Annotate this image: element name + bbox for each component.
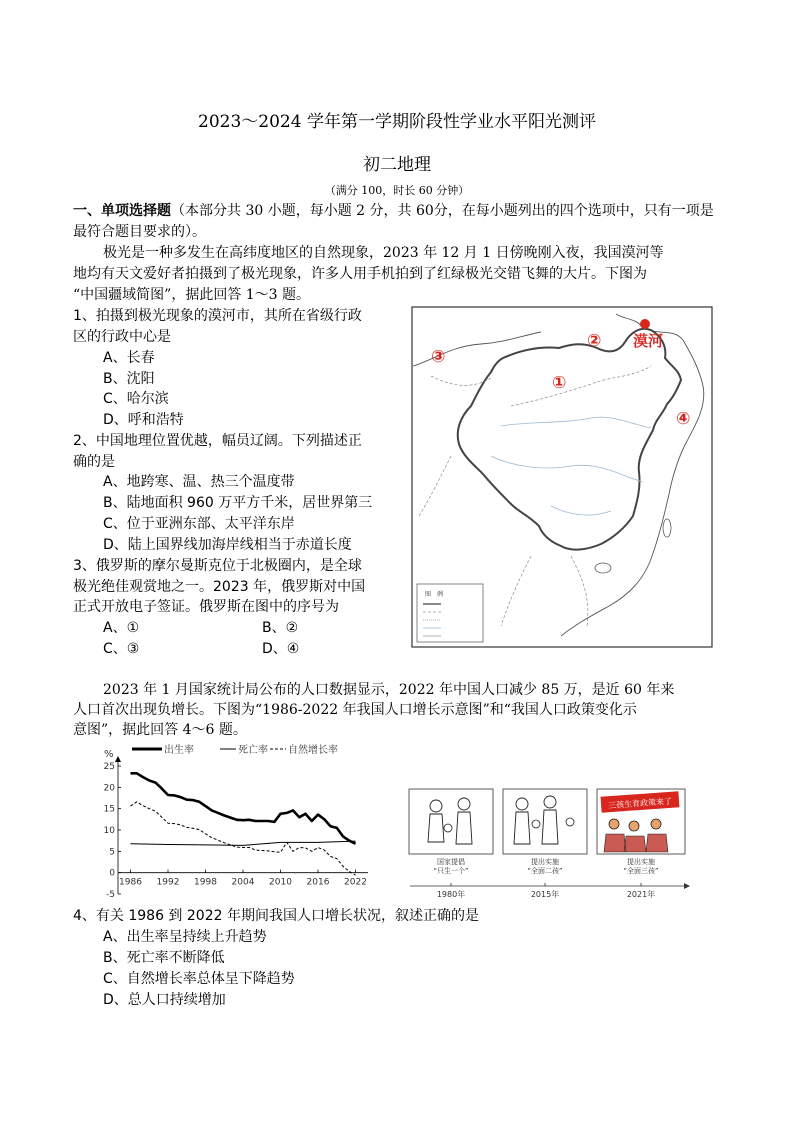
y-tick-label: 15 [103,804,115,815]
intro1-line2: 地均有天文爱好者拍摄到了极光现象，许多人用手机拍到了红绿极光交错飞舞的大片。下图为 [73,266,647,282]
china-map [411,306,713,648]
q3-stem-3: 正式开放电子签证。俄罗斯在图中的序号为 [73,599,339,615]
policy-panel-1 [409,789,493,854]
panel3-caption-1: 提出实施 [627,858,655,866]
q4-option-d[interactable]: D、总人口持续增加 [103,992,226,1008]
death-rate-line [131,841,356,845]
policy-cartoons [408,788,690,900]
q3-option-c[interactable]: C、③ [103,641,140,657]
marker-3: ③ [431,347,446,367]
q2-option-b[interactable]: B、陆地面积 960 万平方千米，居世界第三 [103,495,373,511]
q1-option-c[interactable]: C、哈尔滨 [103,391,169,407]
mohe-label: 漠河 [633,332,664,350]
x-tick-label: 2022 [344,877,367,888]
q4-option-b[interactable]: B、死亡率不断降低 [103,950,225,966]
intro1-line1: 极光是一种多发生在高纬度地区的自然现象，2023 年 12 月 1 日傍晚刚入夜，我国漠河等 [103,245,664,261]
q4-stem: 4、有关 1986 到 2022 年期间我国人口增长状况，叙述正确的是 [73,908,479,924]
x-tick-label: 1986 [119,877,142,888]
panel2-caption-1: 提出实施 [531,858,559,866]
q3-option-b[interactable]: B、② [262,620,299,636]
q4-option-a[interactable]: A、出生率呈持续上升趋势 [103,929,267,945]
panel2-caption-2: “全面二孩” [527,867,563,875]
timeline-arrow [684,883,690,889]
panel3-people-bodies [604,834,668,852]
marker-4: ④ [676,409,691,429]
q2-stem-2: 确的是 [73,454,115,470]
q2-option-d[interactable]: D、陆上国界线加海岸线相当于赤道长度 [103,537,352,553]
q1-stem-1: 1、拍摄到极光现象的漠河市，其所在省级行政 [73,308,362,324]
q2-option-c[interactable]: C、位于亚洲东部、太平洋东岸 [103,516,295,532]
legend-death-label: 死亡率 [238,745,268,756]
y-tick-label: 25 [103,762,115,772]
population-chart [100,740,400,900]
legend-title: 图 例 [425,591,444,598]
timeline-year-2: 2015年 [530,890,560,899]
x-tick-label: 2004 [231,877,255,888]
y-axis-arrow [115,756,121,762]
chart-ylabel: % [104,749,114,760]
mohe-dot [640,319,650,329]
panel1-caption-2: “只生一个” [433,867,469,875]
q3-stem-1: 3、俄罗斯的摩尔曼斯克位于北极圈内，是全球 [73,558,362,574]
q1-option-a[interactable]: A、长春 [103,350,155,366]
birth-rate-line [131,773,356,843]
panel3-person3 [651,819,661,829]
section-desc: （本部分共 30 小题，每小题 2 分，共 60分，在每小题列出的四个选项中，只有一项是 [171,203,714,219]
q1-stem-2: 区的行政中心是 [73,329,171,345]
q2-option-a[interactable]: A、地跨寒、温、热三个温度带 [103,474,295,490]
x-tick-label: 1998 [194,877,217,888]
timeline-year-1: 1980年 [436,890,466,899]
intro2-line3: 意图”，据此回答 4～6 题。 [73,722,247,738]
x-tick-label: 2010 [269,877,292,888]
q1-option-b[interactable]: B、沈阳 [103,371,155,387]
y-tick-label: 0 [109,868,115,879]
timeline-year-3: 2021年 [626,890,656,899]
y-tick-label: 10 [103,826,115,836]
intro2-line1: 2023 年 1 月国家统计局公布的人口数据显示，2022 年中国人口减少 85 万，是近 60 年来 [103,682,675,698]
x-tick-label: 1992 [156,877,180,888]
y-tick-label: 5 [109,847,115,858]
subject-title: 初二地理 [363,155,431,175]
intro2-line2: 人口首次出现负增长。下图为“1986-2022 年我国人口增长示意图”和“我国人口政策变化示 [73,702,637,718]
section-instructions [73,201,714,221]
chart-series [131,773,356,875]
q1-option-d[interactable]: D、呼和浩特 [103,412,184,428]
natural-growth-line [131,802,356,875]
legend-natural-label: 自然增长率 [288,745,338,756]
panel3-banner-text: 三孩生育政策来了 [607,796,673,811]
section-desc-2: 最符合题目要求的）。 [73,224,206,240]
q3-option-a[interactable]: A、① [103,620,140,636]
panel3-caption-2: “全面三孩” [623,867,659,875]
section-label: 一、单项选择题 [73,203,171,219]
y-tick-label: 20 [103,783,115,794]
intro1-line3: “中国疆域简图”，据此回答 1～3 题。 [73,287,311,303]
exam-title: 2023～2024 学年第一学期阶段性学业水平阳光测评 [198,112,596,132]
x-tick-label: 2016 [306,877,330,888]
q3-option-d[interactable]: D、④ [262,641,300,657]
legend-birth-label: 出生率 [164,745,194,756]
exam-info: （满分 100，时长 60 分钟） [324,184,470,197]
q2-stem-1: 2、中国地理位置优越，幅员辽阔。下列描述正 [73,433,362,449]
panel3-person2 [629,821,639,831]
marker-1: ① [552,373,567,393]
q3-stem-2: 极光绝佳观赏地之一。2023 年，俄罗斯对中国 [73,579,366,595]
panel1-caption-1: 国家提倡 [437,858,465,866]
panel3-person1 [609,819,619,829]
y-tick-label: -5 [106,890,115,900]
marker-2: ② [587,331,602,351]
q4-option-c[interactable]: C、自然增长率总体呈下降趋势 [103,971,295,987]
